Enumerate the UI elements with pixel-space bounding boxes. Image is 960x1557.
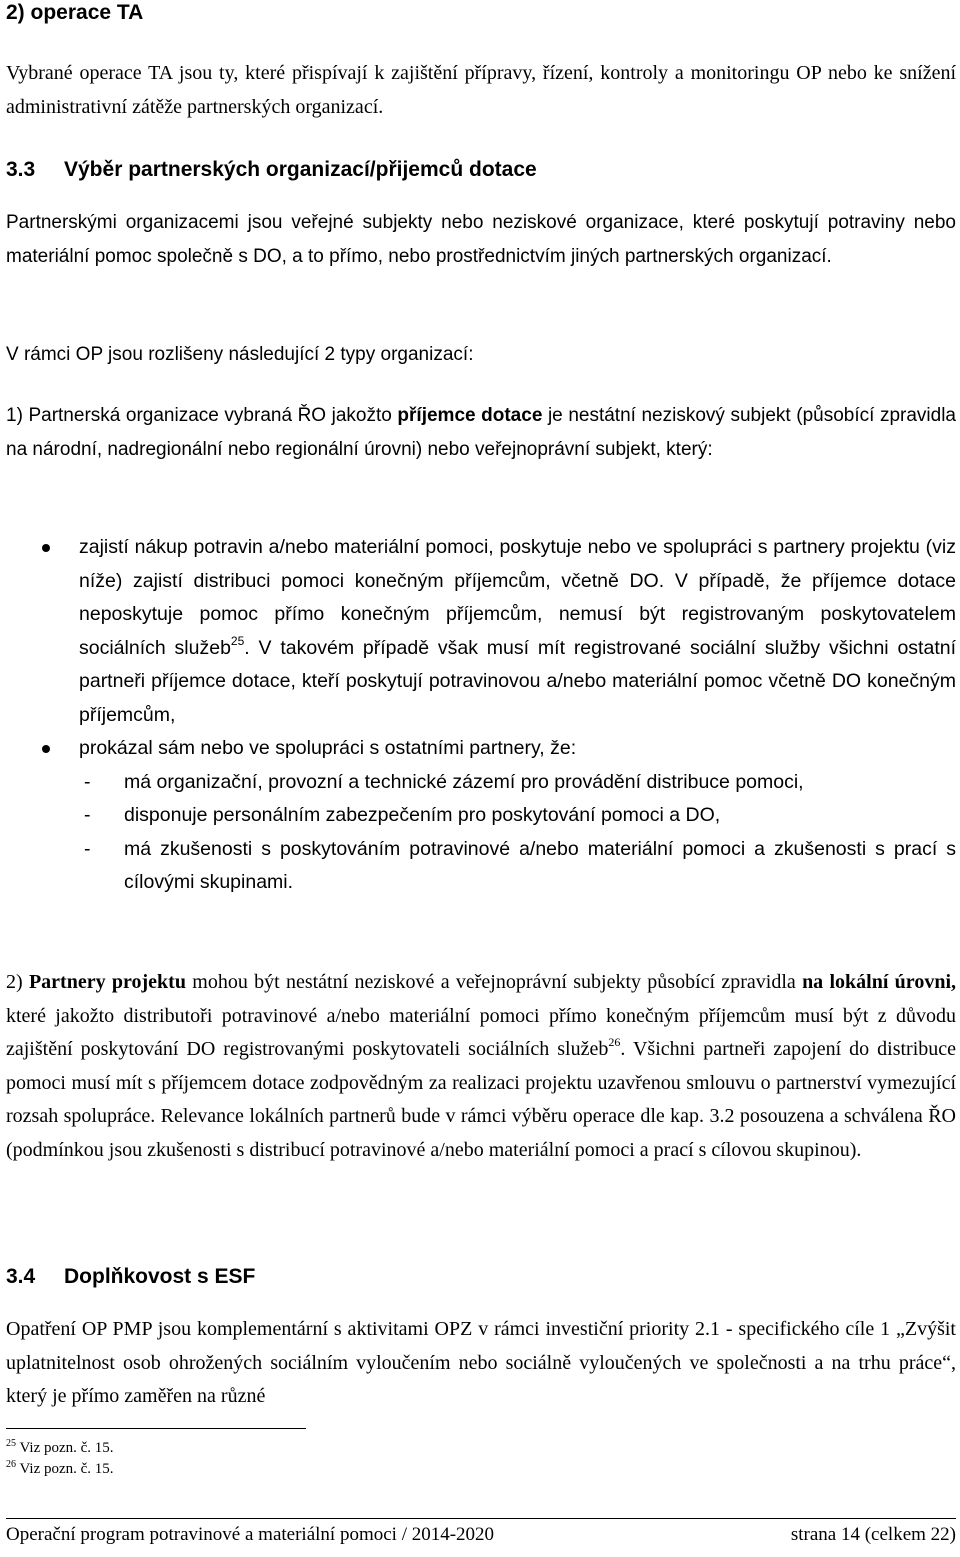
page-footer [6, 1522, 956, 1548]
dash-icon: - [84, 770, 91, 793]
section-number: 3.4 [6, 1265, 36, 1288]
dash-item: - má zkušenosti s poskytováním potravinové a/nebo materiální pomoci a zkušenosti s prací s cílovými skupinami. [6, 833, 956, 900]
section-3-3-heading [6, 157, 537, 183]
bullet-item-purchase: zajistí nákup potravin a/nebo materiální pomoci, poskytuje nebo ve spolupráci s partnery projektu (viz níže) zajistí distribuci pomoci konečným příjemcům, včetně DO. V případě, že příjemce dotace neposkytuje pomoc přímo konečným příjemcům, nemusí být registrovaným poskytovatelem sociálních služeb$^{25}$. V takovém případě však musí mít registrované sociální služby všichni ostatní partneři příjemce dotace, kteří poskytují potravinovou a/nebo materiální pomoc včetně DO konečným příjemcům, [6, 531, 956, 732]
type-1-bullet-list [6, 531, 956, 900]
type-2-bold-level: na lokální úrovni, [802, 971, 957, 993]
dash-icon: - [84, 837, 91, 860]
types-intro: V rámci OP jsou rozlišeny následující 2 typy organizací: [6, 344, 474, 365]
bullet-item-proven: prokázal sám nebo ve spolupráci s ostatními partnery, že: - má organizační, provozní a technické zázemí pro provádění distribuce pomoci, - disponuje personálním zabezpečením pro poskytování pomoci a DO, - má zkušenosti s poskytováním potravinové a/nebo materiální pomoci a zkušenosti s prací s cílovými skupinami. [6, 732, 956, 900]
footnote-ref-26: 26 [608, 1035, 621, 1049]
footnote-25: $^{25}$ Viz pozn. č. 15. [6, 1438, 114, 1456]
section-3-4-text: Opatření OP PMP jsou komplementární s aktivitami OPZ v rámci investiční priority 2.1 - specifického cíle 1 „Zvýšit uplatnitelnost osob ohrožených sociálním vyloučením nebo sociálně vyloučených ve společnosti a na trhu práce“, který je přímo zaměřen na různé [6, 1318, 956, 1407]
bullet-icon [42, 544, 50, 552]
dash-item: - disponuje personálním zabezpečením pro poskytování pomoci a DO, [6, 799, 956, 833]
section-title: Doplňkovost s ESF [64, 1265, 256, 1288]
dash-item: - má organizační, provozní a technické zázemí pro provádění distribuce pomoci, [6, 766, 956, 800]
footnote-ref-25: 25 [230, 633, 245, 648]
section-2-text: Vybrané operace TA jsou ty, které přispívají k zajištění přípravy, řízení, kontroly a monitoringu OP nebo ke snížení administrativní zátěže partnerských organizací. [6, 62, 956, 118]
footer-program-title: Operační program potravinové a materiální pomoci / 2014-2020 [6, 1524, 495, 1545]
footnote-separator [6, 1428, 306, 1429]
dash-list [79, 766, 956, 900]
type-1-paragraph: 1) Partnerská organizace vybraná ŘO jakožto příjemce dotace je nestátní neziskový subjekt (působící zpravidla na národní, nadregionální nebo regionální úrovni) nebo veřejnoprávní subjekt, který: [6, 405, 956, 460]
document-page [6, 0, 956, 1557]
section-number: 3.3 [6, 158, 36, 181]
section-2-heading: 2) operace TA [6, 1, 144, 24]
type-1-bold-term: příjemce dotace [397, 405, 543, 426]
footer-separator [6, 1518, 956, 1519]
type-2-bold-term: Partnery projektu [28, 971, 186, 993]
section-3-4-heading [6, 1264, 255, 1290]
bullet-icon [42, 745, 50, 753]
type-2-paragraph: 2) Partnery projektu mohou být nestátní neziskové a veřejnoprávní subjekty působící zpravidla na lokální úrovni, které jakožto distributoři potravinové a/nebo materiální pomoci přímo konečným příjemcům musí být z důvodu zajištění poskytování DO registrovanými poskytovateli sociálních služeb$^{26}$. Všichni partneři zapojení do distribuce pomoci musí mít s příjemcem dotace zodpovědným za realizaci projektu uzavřenou smlouvu o partnerství vymezující rozsah spolupráce. Relevance lokálních partnerů bude v rámci výběru operace dle kap. 3.2 posouzena a schválena ŘO (podmínkou jsou zkušenosti s distribucí potravinové a/nebo materiální pomoci a prací s cílovou skupinou). [6, 971, 957, 1161]
footer-page-number: strana 14 (celkem 22) [790, 1524, 956, 1545]
dash-icon: - [84, 804, 91, 826]
section-title: Výběr partnerských organizací/přijemců dotace [64, 158, 537, 181]
footnote-26: $^{26}$ Viz pozn. č. 15. [6, 1459, 114, 1477]
partners-intro: Partnerskými organizacemi jsou veřejné subjekty nebo neziskové organizace, které poskytují potraviny nebo materiální pomoc společně s DO, a to přímo, nebo prostřednictvím jiných partnerských organizací. [6, 212, 956, 267]
footnotes [6, 1438, 114, 1480]
